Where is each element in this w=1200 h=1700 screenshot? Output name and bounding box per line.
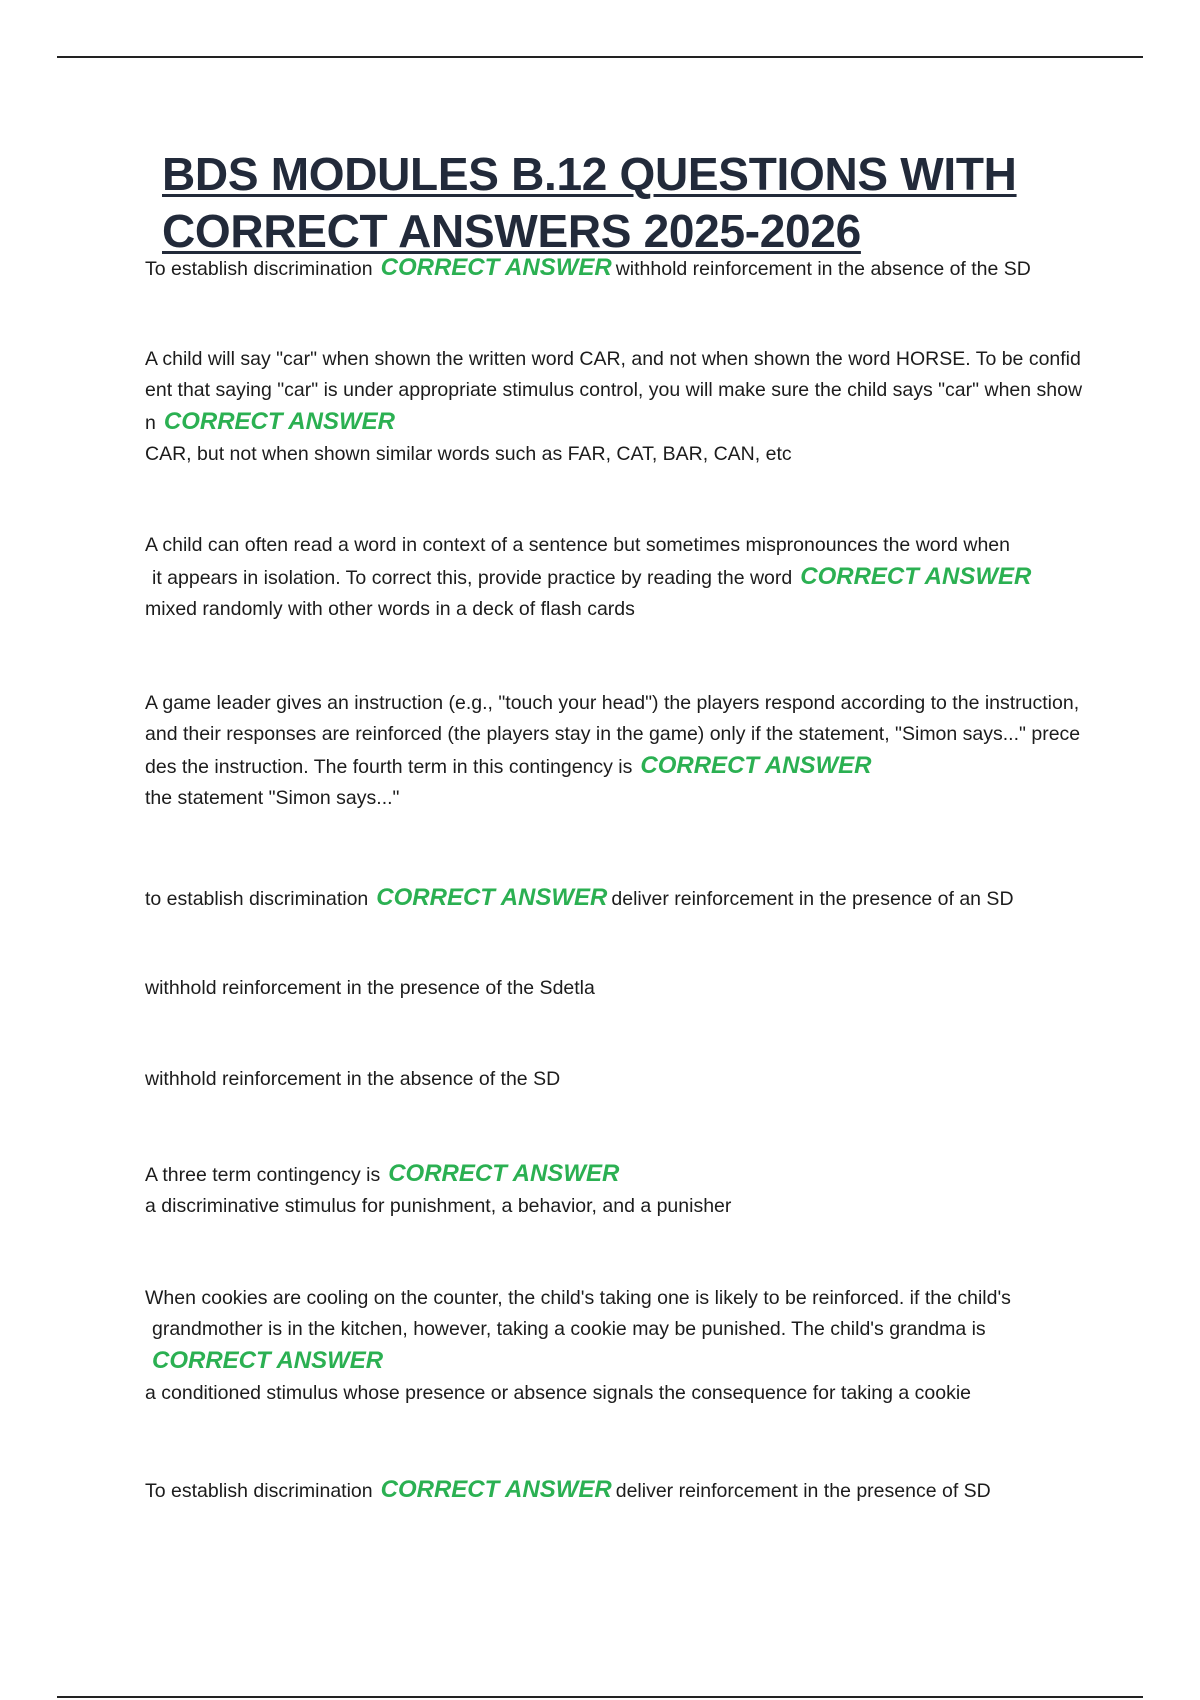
answer-text: a conditioned stimulus whose presence or absence signals the consequence for taking a cookie (145, 1382, 972, 1404)
question-line-1: A child can often read a word in context of a sentence but sometimes mispronounces the word when (145, 534, 1010, 556)
standalone-text: withhold reinforcement in the absence of the SD (145, 1068, 561, 1090)
top-rule (57, 56, 1143, 58)
correct-answer-label: CORRECT ANSWER (800, 563, 1032, 590)
question-text: To establish discrimination (145, 258, 373, 280)
qa-item-9 (145, 1283, 1090, 1409)
bottom-rule (57, 1696, 1143, 1698)
correct-answer-label: CORRECT ANSWER (388, 1160, 620, 1187)
answer-text: withhold reinforcement in the absence of the SD (615, 258, 1031, 280)
qa-item-10 (145, 1474, 1090, 1507)
question-text: To establish discrimination (145, 1480, 373, 1502)
correct-answer-label: CORRECT ANSWER (376, 884, 608, 911)
answer-text: mixed randomly with other words in a deck of flash cards (145, 598, 635, 620)
question-text: A child will say "car" when shown the written word CAR, and not when shown the word HORSE. To be confident that saying "car" is under appropriate stimulus control, you will make sure the child says "car" when shown (145, 348, 1083, 434)
title-line-1: BDS MODULES B.12 QUESTIONS WITH (162, 148, 1017, 200)
question-text: A three term contingency is (145, 1164, 381, 1186)
title-line-2: CORRECT ANSWERS 2025-2026 (162, 205, 861, 257)
qa-item-8 (145, 1158, 1090, 1222)
document-title (162, 146, 1122, 260)
qa-item-2 (145, 344, 1090, 470)
correct-answer-label: CORRECT ANSWER (640, 752, 872, 779)
answer-text: a discriminative stimulus for punishment, a behavior, and a punisher (145, 1195, 732, 1217)
question-line-1: When cookies are cooling on the counter, the child's taking one is likely to be reinforced. if the child's (145, 1287, 1011, 1309)
qa-item-3 (145, 530, 1090, 625)
answer-text: deliver reinforcement in the presence of an SD (611, 888, 1014, 910)
answer-text: deliver reinforcement in the presence of SD (615, 1480, 991, 1502)
answer-text: the statement "Simon says..." (145, 787, 400, 809)
standalone-text: withhold reinforcement in the presence of the Sdetla (145, 977, 595, 999)
question-text: A game leader gives an instruction (e.g., "touch your head") the players respond according to the instruction, and their responses are reinforced (the players stay in the game) only if the statement, "Simon says..." precedes the instruction. The fourth term in this contingency is (145, 692, 1081, 778)
standalone-line-2 (145, 1064, 1090, 1095)
question-line-2: grandmother is in the kitchen, however, taking a cookie may be punished. The child's grandma is (152, 1318, 986, 1340)
question-text: to establish discrimination (145, 888, 369, 910)
standalone-line-1 (145, 973, 1090, 1004)
correct-answer-label: CORRECT ANSWER (380, 254, 612, 281)
correct-answer-label: CORRECT ANSWER (380, 1476, 612, 1503)
correct-answer-label: CORRECT ANSWER (152, 1347, 384, 1374)
correct-answer-label: CORRECT ANSWER (163, 408, 395, 435)
answer-text: CAR, but not when shown similar words such as FAR, CAT, BAR, CAN, etc (145, 443, 792, 465)
qa-item-1 (145, 252, 1090, 285)
question-line-2: it appears in isolation. To correct this, provide practice by reading the word (152, 567, 793, 589)
qa-item-5 (145, 882, 1090, 915)
qa-item-4 (145, 688, 1090, 814)
